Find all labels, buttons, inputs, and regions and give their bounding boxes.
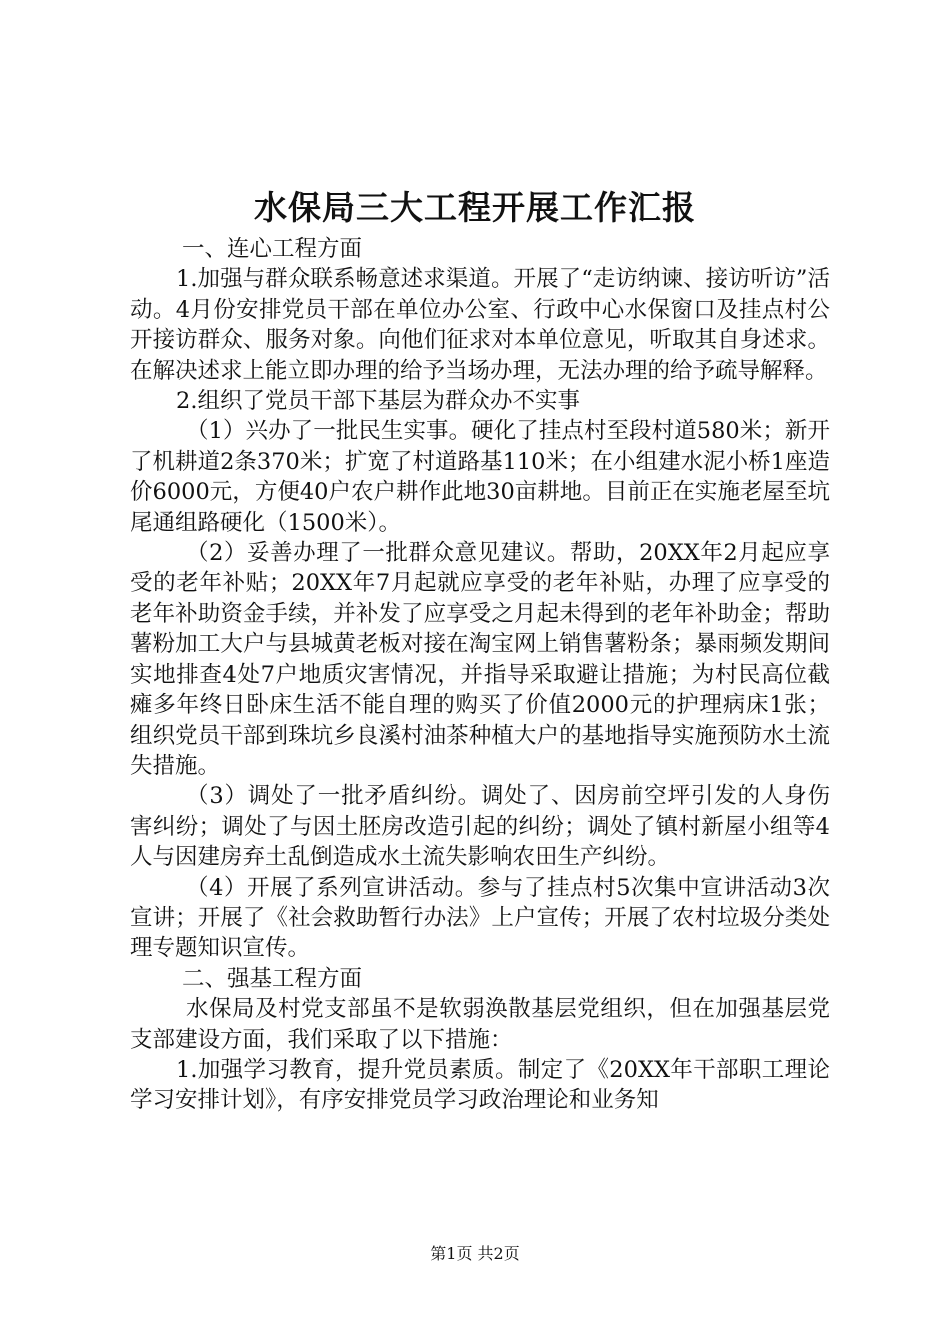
paragraph: 2.组织了党员干部下基层为群众办不实事	[176, 388, 580, 415]
paragraph: （1）兴办了一批民生实事。硬化了挂点村至段村道580米；新开了机耕道2条370米；扩宽了村道路基110米；在小组建水泥小桥1座造价6000元，方便40户农户耕作此地30亩耕地。目前正在实施老屋至坑尾通组路硬化（1500米）。	[130, 418, 830, 536]
paragraph: 1.加强与群众联系畅意述求渠道。开展了“走访纳谏、接访听访”活动。4月份安排党员干部在单位办公室、行政中心水保窗口及挂点村公开接访群众、服务对象。向他们征求对本单位意见，听取其自身述求。在解决述求上能立即办理的给予当场办理，无法办理的给予疏导解释。	[130, 266, 830, 384]
document-title: 水保局三大工程开展工作汇报	[254, 188, 696, 227]
paragraph: （3）调处了一批矛盾纠纷。调处了、因房前空坪引发的人身伤害纠纷；调处了与因土胚房改造引起的纠纷；调处了镇村新屋小组等4人与因建房弃土乱倒造成水土流失影响农田生产纠纷。	[130, 783, 830, 871]
page-footer: 第1页 共2页	[430, 1244, 520, 1263]
section-heading: 一、连心工程方面	[182, 236, 363, 262]
paragraph: （2）妥善办理了一批群众意见建议。帮助，20XX年2月起应享受的老年补贴；20XX年7月起就应享受的老年补贴，办理了应享受的老年补助资金手续，并补发了应享受之月起未得到的老年补助金；帮助薯粉加工大户与县城黄老板对接在淘宝网上销售薯粉条；暴雨频发期间实地排查4处7户地质灾害情况，并指导采取避让措施；为村民高位截瘫多年终日卧床生活不能自理的购买了价值2000元的护理病床1张；组织党员干部到珠坑乡良溪村油茶种植大户的基地指导实施预防水土流失措施。	[130, 540, 830, 779]
section-heading: 二、强基工程方面	[182, 965, 363, 992]
document-body	[130, 234, 830, 1116]
paragraph: 1.加强学习教育，提升党员素质。制定了《20XX年干部职工理论学习安排计划》，有序安排党员学习政治理论和业务知	[130, 1056, 830, 1114]
paragraph: （4）开展了系列宣讲活动。参与了挂点村5次集中宣讲活动3次宣讲；开展了《社会救助暂行办法》上户宣传；开展了农村垃圾分类处理专题知识宣传。	[130, 874, 830, 962]
paragraph: 水保局及村党支部虽不是软弱涣散基层党组织，但在加强基层党支部建设方面，我们采取了以下措施：	[130, 996, 830, 1053]
